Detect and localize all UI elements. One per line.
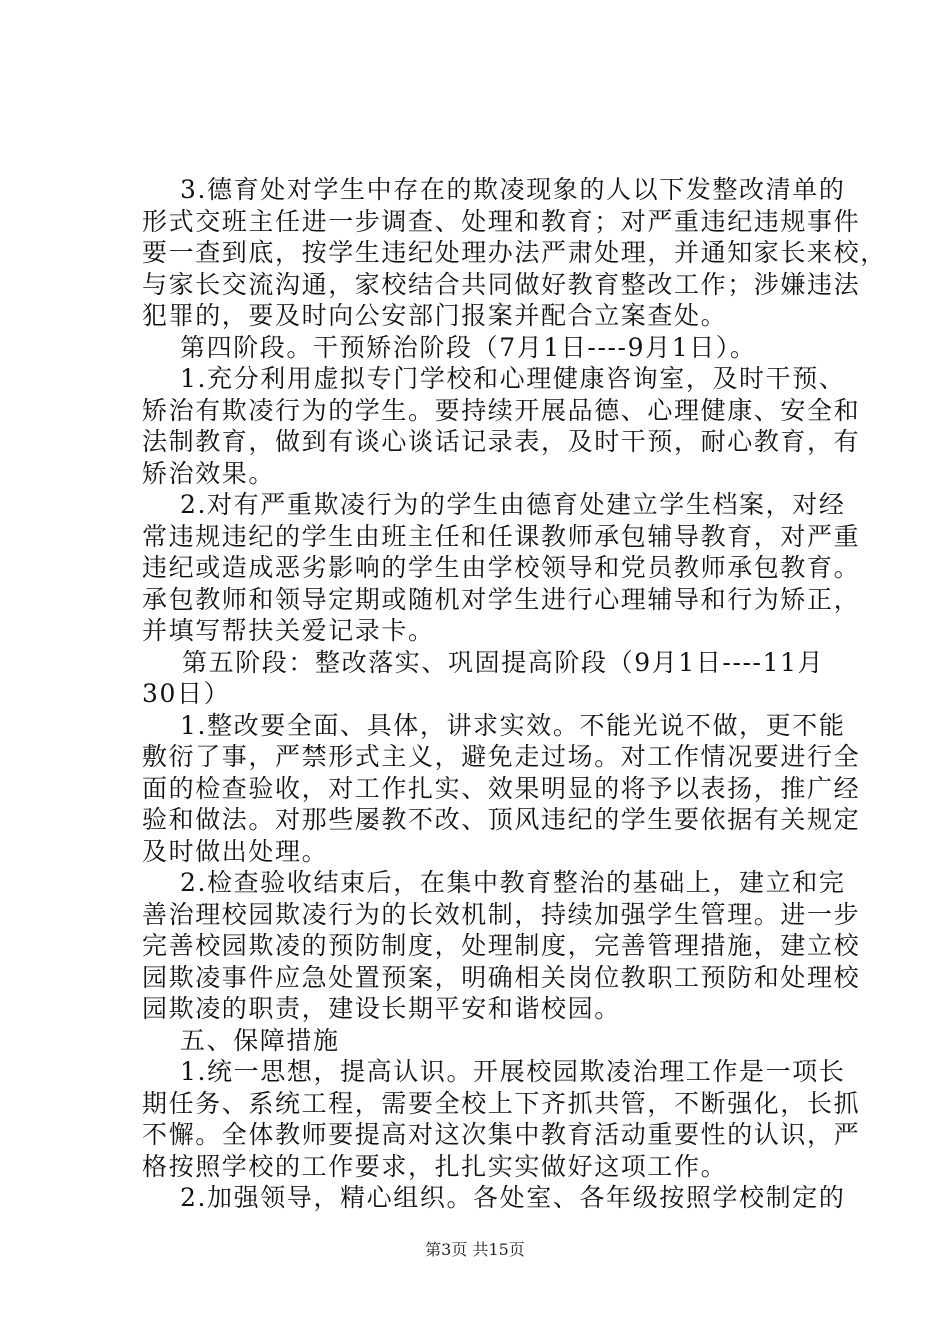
paragraph-line: 1.整改要全面、具体，讲求实效。不能光说不做，更不能: [180, 710, 846, 740]
paragraph-line: 2.检查验收结束后，在集中教育整治的基础上，建立和完: [180, 868, 846, 897]
paragraph-line: 并填写帮扶关爱记录卡。: [142, 616, 435, 645]
page-number-footer: 第3页 共15页: [425, 1240, 525, 1259]
section-heading-continued: 30日）: [142, 679, 231, 708]
paragraph-line: 园欺凌事件应急处置预案，明确相关岗位教职工预防和处理校: [142, 962, 861, 992]
paragraph-line: 矫治有欺凌行为的学生。要持续开展品德、心理健康、安全和: [142, 395, 861, 425]
paragraph-line: 2.对有严重欺凌行为的学生由德育处建立学生档案，对经: [180, 490, 846, 519]
paragraph-line: 及时做出处理。: [142, 836, 329, 866]
paragraph-line: 2.加强领导，精心组织。各处室、各年级按照学校制定的: [180, 1183, 846, 1212]
section-heading: 第四阶段。干预矫治阶段（7月1日----9月1日）。: [180, 332, 757, 362]
paragraph-line: 3.德育处对学生中存在的欺凌现象的人以下发整改清单的: [180, 175, 846, 204]
paragraph-line: 1.充分利用虚拟专门学校和心理健康咨询室，及时干预、: [180, 364, 846, 393]
paragraph-line: 违纪或造成恶劣影响的学生由学校领导和党员教师承包教育。: [142, 553, 861, 582]
paragraph-line: 期任务、系统工程，需要全校上下齐抓共管，不断强化，长抓: [142, 1088, 861, 1118]
paragraph-line: 法制教育，做到有谈心谈话记录表，及时干预，耐心教育，有: [142, 427, 861, 456]
paragraph-line: 1.统一思想，提高认识。开展校园欺凌治理工作是一项长: [180, 1057, 846, 1086]
paragraph-line: 格按照学校的工作要求，扎扎实实做好这项工作。: [142, 1151, 728, 1181]
paragraph-line: 完善校园欺凌的预防制度，处理制度，完善管理措施，建立校: [142, 931, 861, 960]
paragraph-line: 善治理校园欺凌行为的长效机制，持续加强学生管理。进一步: [142, 899, 861, 929]
paragraph-line: 不懈。全体教师要提高对这次集中教育活动重要性的认识，严: [142, 1120, 861, 1149]
paragraph-line: 园欺凌的职责，建设长期平安和谐校园。: [142, 994, 621, 1023]
paragraph-line: 矫治效果。: [142, 458, 276, 488]
paragraph-line: 要一查到底，按学生违纪处理办法严肃处理，并通知家长来校，: [142, 238, 887, 267]
paragraph-line: 犯罪的，要及时向公安部门报案并配合立案查处。: [142, 301, 728, 330]
paragraph-line: 与家长交流沟通，家校结合共同做好教育整改工作；涉嫌违法: [142, 269, 861, 299]
paragraph-line: 验和做法。对那些屡教不改、顶风违纪的学生要依据有关规定: [142, 805, 861, 834]
document-body: [142, 174, 887, 1214]
paragraph-line: 承包教师和领导定期或随机对学生进行心理辅导和行为矫正，: [142, 584, 861, 614]
paragraph-line: 面的检查验收，对工作扎实、效果明显的将予以表扬，推广经: [142, 773, 861, 803]
paragraph-line: 敷衍了事，严禁形式主义，避免走过场。对工作情况要进行全: [142, 742, 861, 771]
paragraph-line: 形式交班主任进一步调查、处理和教育；对严重违纪违规事件: [142, 206, 861, 236]
section-heading: 第五阶段：整改落实、巩固提高阶段（9月1日----11月: [182, 647, 825, 677]
paragraph-line: 常违规违纪的学生由班主任和任课教师承包辅导教育，对严重: [142, 521, 861, 551]
section-heading: 五、保障措施: [180, 1025, 340, 1055]
